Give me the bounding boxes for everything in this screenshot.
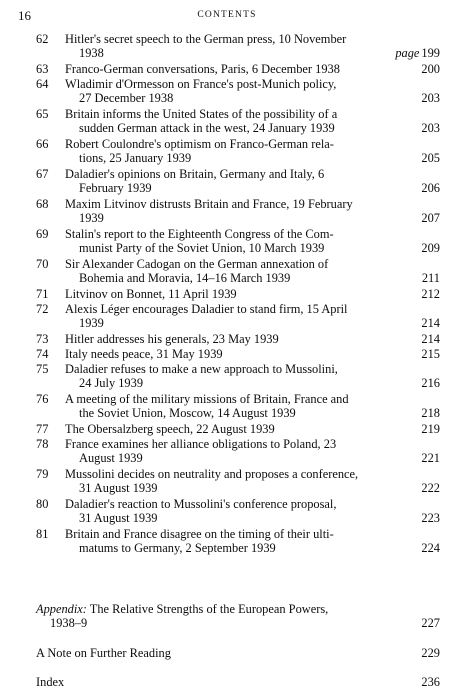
contents-entry	[36, 62, 440, 76]
entry-title-cont: matums to Germany, 2 September 1939	[79, 541, 276, 555]
appendix-title-cont: 1938–9	[50, 616, 88, 630]
entry-number: 76	[36, 392, 49, 406]
entry-page	[421, 481, 440, 495]
entry-title: A meeting of the military missions of Britain, France and	[65, 392, 349, 406]
entry-number: 79	[36, 467, 49, 481]
contents-entry	[36, 362, 440, 390]
entry-page-number: 203	[421, 91, 440, 105]
index-title: Index	[36, 675, 65, 689]
entry-title-cont: 1938	[79, 46, 104, 60]
appendix-page: 227	[421, 616, 440, 630]
entry-page-number: 224	[421, 541, 440, 555]
contents-entry	[36, 137, 440, 165]
entry-page-number: 206	[421, 181, 440, 195]
entry-page	[421, 241, 440, 255]
contents-list	[36, 32, 440, 557]
entry-number: 62	[36, 32, 49, 46]
contents-entry	[36, 437, 440, 465]
contents-entry	[36, 107, 440, 135]
contents-entry	[36, 227, 440, 255]
entry-title: France examines her alliance obligations to Poland, 23	[65, 437, 337, 451]
entry-page-number: 221	[421, 451, 440, 465]
entry-page	[421, 181, 440, 195]
entry-page-number: 215	[421, 347, 440, 361]
entry-page-number: 211	[421, 271, 440, 285]
entry-number: 63	[36, 62, 49, 76]
entry-page	[422, 271, 440, 285]
entry-title-cont: 1939	[79, 316, 104, 330]
entry-number: 67	[36, 167, 49, 181]
entry-title: Daladier's reaction to Mussolini's conference proposal,	[65, 497, 337, 511]
contents-entry	[36, 302, 440, 330]
entry-number: 65	[36, 107, 49, 121]
entry-title-cont: 31 August 1939	[79, 481, 158, 495]
entry-page-number: 219	[421, 422, 440, 436]
contents-entry	[36, 497, 440, 525]
page-number: 16	[18, 8, 31, 23]
entry-page	[421, 511, 440, 525]
entry-number: 68	[36, 197, 49, 211]
contents-entry	[36, 332, 440, 346]
entry-title: Maxim Litvinov distrusts Britain and France, 19 February	[65, 197, 353, 211]
entry-page	[421, 541, 440, 555]
entry-title-cont: 31 August 1939	[79, 511, 158, 525]
entry-page-number: 216	[421, 376, 440, 390]
entry-title-cont: Bohemia and Moravia, 14–16 March 1939	[79, 271, 291, 285]
contents-entry	[36, 347, 440, 361]
entry-title-cont: tions, 25 January 1939	[79, 151, 192, 165]
entry-title: Wladimir d'Ormesson on France's post-Munich policy,	[65, 77, 337, 91]
entry-page	[421, 62, 440, 76]
entry-number: 75	[36, 362, 49, 376]
entry-page-number: 203	[421, 121, 440, 135]
entry-number: 73	[36, 332, 49, 346]
entry-title-cont: February 1939	[79, 181, 152, 195]
entry-title: Hitler's secret speech to the German press, 10 November	[65, 32, 347, 46]
entry-page	[421, 121, 440, 135]
entry-page	[421, 151, 440, 165]
entry-title-cont: August 1939	[79, 451, 143, 465]
entry-number: 70	[36, 257, 49, 271]
entry-page	[421, 451, 440, 465]
entry-number: 71	[36, 287, 49, 301]
entry-title-cont: 1939	[79, 211, 104, 225]
entry-page	[421, 316, 440, 330]
running-title: CONTENTS	[197, 10, 257, 20]
page-word: page	[395, 46, 420, 60]
entry-page	[421, 287, 440, 301]
further-reading-entry	[36, 646, 440, 660]
entry-title: Daladier refuses to make a new approach to Mussolini,	[65, 362, 338, 376]
entry-title: Franco-German conversations, Paris, 6 December 1938	[65, 62, 340, 76]
entry-title-cont: sudden German attack in the west, 24 January 1939	[79, 121, 335, 135]
entry-title-cont: 27 December 1938	[79, 91, 174, 105]
further-reading-page: 229	[421, 646, 440, 660]
entry-title: The Obersalzberg speech, 22 August 1939	[65, 422, 275, 436]
entry-title: Robert Coulondre's optimism on Franco-German rela-	[65, 137, 334, 151]
appendix-entry	[36, 602, 440, 630]
entry-number: 80	[36, 497, 49, 511]
entry-title-cont: the Soviet Union, Moscow, 14 August 1939	[79, 406, 296, 420]
entry-title: Britain informs the United States of the possibility of a	[65, 107, 338, 121]
entry-title: Litvinov on Bonnet, 11 April 1939	[65, 287, 237, 301]
entry-page-number: 214	[421, 332, 440, 346]
further-reading-title: A Note on Further Reading	[36, 646, 171, 660]
appendix-title: The Relative Strengths of the European Powers,	[86, 602, 329, 616]
entry-number: 69	[36, 227, 49, 241]
entry-page-number: 212	[421, 287, 440, 301]
entry-title: Stalin's report to the Eighteenth Congress of the Com-	[65, 227, 334, 241]
entry-number: 64	[36, 77, 49, 91]
entry-title: Italy needs peace, 31 May 1939	[65, 347, 223, 361]
entry-number: 66	[36, 137, 49, 151]
entry-page-number: 209	[421, 241, 440, 255]
entry-number: 74	[36, 347, 49, 361]
contents-entry	[36, 527, 440, 555]
appendix-label: Appendix:	[36, 602, 87, 616]
entry-title-cont: 24 July 1939	[79, 376, 144, 390]
entry-number: 78	[36, 437, 49, 451]
entry-page-number: 223	[421, 511, 440, 525]
entry-page	[421, 422, 440, 436]
entry-page-number: 207	[421, 211, 440, 225]
entry-page	[421, 91, 440, 105]
index-page: 236	[421, 675, 440, 689]
entry-page	[421, 406, 440, 420]
entry-page-number: 222	[421, 481, 440, 495]
contents-entry	[36, 287, 440, 301]
contents-entry	[36, 167, 440, 195]
entry-title: Sir Alexander Cadogan on the German annexation of	[65, 257, 329, 271]
contents-entry	[36, 467, 440, 495]
entry-number: 72	[36, 302, 49, 316]
entry-page-number: 205	[421, 151, 440, 165]
entry-title: Britain and France disagree on the timing of their ulti-	[65, 527, 334, 541]
entry-page	[421, 332, 440, 346]
entry-page	[421, 211, 440, 225]
entry-title: Mussolini decides on neutrality and proposes a conference,	[65, 467, 359, 481]
contents-entry	[36, 392, 440, 420]
entry-page	[395, 46, 440, 60]
entry-number: 81	[36, 527, 49, 541]
contents-entry	[36, 77, 440, 105]
index-entry	[36, 675, 440, 689]
contents-entry	[36, 197, 440, 225]
entry-title-cont: munist Party of the Soviet Union, 10 March 1939	[79, 241, 325, 255]
page-header	[18, 8, 436, 24]
entry-title: Hitler addresses his generals, 23 May 1939	[65, 332, 279, 346]
entry-page-number: 218	[421, 406, 440, 420]
entry-title: Alexis Léger encourages Daladier to stand firm, 15 April	[65, 302, 348, 316]
contents-entry	[36, 32, 440, 60]
entry-page	[421, 347, 440, 361]
entry-page-number: 199	[421, 46, 440, 60]
entry-number: 77	[36, 422, 49, 436]
entry-page-number: 200	[421, 62, 440, 76]
entry-page-number: 214	[421, 316, 440, 330]
entry-page	[421, 376, 440, 390]
contents-entry	[36, 422, 440, 436]
entry-title: Daladier's opinions on Britain, Germany and Italy, 6	[65, 167, 325, 181]
contents-entry	[36, 257, 440, 285]
